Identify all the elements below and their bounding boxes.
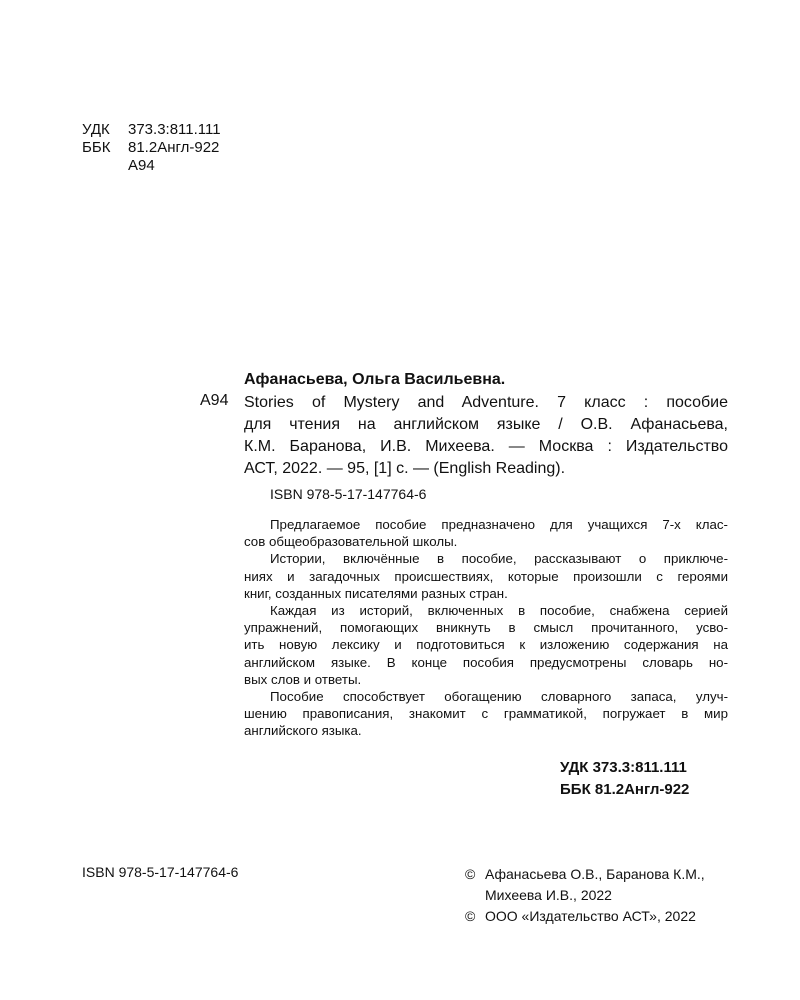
abstract-line: Пособие способствует обогащению словарного запаса, улуч- bbox=[270, 689, 728, 705]
bottom-classification bbox=[560, 757, 689, 801]
abstract-line: Истории, включённые в пособие, рассказывают о приключе- bbox=[270, 551, 728, 567]
abstract-line: вых слов и ответы. bbox=[244, 671, 362, 687]
isbn: ISBN 978-5-17-147764-6 bbox=[270, 486, 427, 502]
copyright-publisher: ООО «Издательство АСТ», 2022 bbox=[485, 908, 696, 924]
udk-row bbox=[82, 121, 221, 139]
copyright-block bbox=[465, 864, 705, 927]
copyright-entry bbox=[465, 864, 705, 885]
abstract-line: сов общеобразовательной школы. bbox=[244, 534, 458, 550]
bottom-udk: УДК 373.3:811.111 bbox=[560, 759, 687, 776]
copyright-icon: © bbox=[465, 908, 476, 924]
abstract-line: английского языка. bbox=[244, 723, 362, 739]
udk-value: 373.3:811.111 bbox=[128, 121, 221, 138]
copyright-entry bbox=[465, 906, 705, 927]
copyright-authors-cont: Михеева И.В., 2022 bbox=[485, 887, 612, 903]
abstract-line: английском языке. В конце пособия предусмотрены словарь но- bbox=[244, 654, 728, 670]
classification-codes bbox=[82, 121, 221, 175]
abstract-line: Предлагаемое пособие предназначено для учащихся 7-х клас- bbox=[270, 517, 728, 532]
copyright-entry-cont bbox=[465, 885, 705, 906]
abstract-line: ить новую лексику и подготовиться к изложению содержания на bbox=[244, 637, 728, 653]
bbk-value: 81.2Англ-922 bbox=[128, 139, 220, 156]
catalog-author-sign: А94 bbox=[200, 392, 229, 409]
abstract-line: упражнений, помогающих вникнуть в смысл прочитанного, усво- bbox=[244, 620, 728, 636]
copyright-icon: © bbox=[465, 866, 476, 882]
footer-isbn: ISBN 978-5-17-147764-6 bbox=[82, 864, 239, 880]
description-line: АСТ, 2022. — 95, [1] с. — (English Reading). bbox=[244, 460, 566, 477]
abstract-line: шению правописания, знакомит с грамматикой, погружает в мир bbox=[244, 706, 728, 722]
author-sign: А94 bbox=[128, 157, 155, 174]
udk-label: УДК bbox=[82, 121, 110, 138]
description-line: Stories of Mystery and Adventure. 7 класс : пособие bbox=[244, 394, 728, 411]
bbk-label: ББК bbox=[82, 139, 111, 156]
bibliographic-description bbox=[244, 392, 728, 480]
bottom-bbk: ББК 81.2Англ-922 bbox=[560, 781, 690, 798]
description-line: К.М. Баранова, И.В. Михеева. — Москва : Издательство bbox=[244, 438, 728, 455]
description-line: для чтения на английском языке / О.В. Афанасьева, bbox=[244, 416, 728, 433]
abstract bbox=[244, 516, 728, 740]
author-heading: Афанасьева, Ольга Васильевна. bbox=[244, 371, 506, 388]
abstract-line: Каждая из историй, включенных в пособие, снабжена серией bbox=[270, 603, 728, 619]
copyright-authors: Афанасьева О.В., Баранова К.М., bbox=[485, 866, 705, 882]
abstract-line: книг, созданных писателями разных стран. bbox=[244, 585, 508, 601]
author-sign-row bbox=[82, 157, 221, 175]
abstract-line: ниях и загадочных происшествиях, которые произошли с героями bbox=[244, 568, 728, 584]
bbk-row bbox=[82, 139, 221, 157]
